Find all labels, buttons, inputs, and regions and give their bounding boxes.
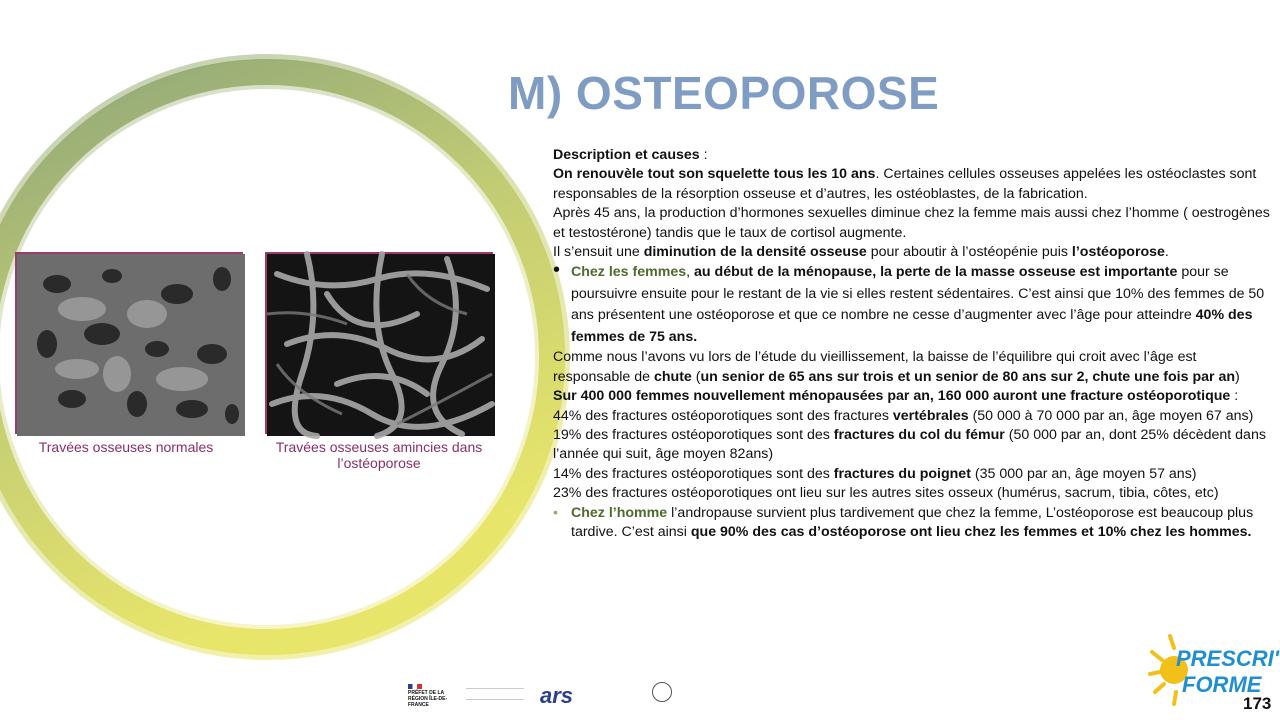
- bullet-dot-icon: •: [553, 259, 561, 282]
- prescriforme-line1: PRESCRI': [1176, 646, 1280, 671]
- normal-bone-caption: Travées osseuses normales: [38, 439, 214, 455]
- paragraph-hormones: Après 45 ans, la production d’hormones sexuelles diminue chez la femme mais aussi chez l’homme ( oestrogènes et testostérone) tandis que le taux de cortisol augmente.: [553, 205, 1270, 241]
- paragraph-density: Il s’ensuit une diminution de la densité osseuse pour aboutir à l’ostéopénie puis l’ostéoporose.: [553, 244, 1169, 261]
- osteoporotic-bone-caption: Travées osseuses amincies dans l’ostéoporose: [275, 439, 483, 471]
- body-text: [553, 146, 1275, 543]
- osteoporotic-bone-image: [265, 252, 493, 434]
- paragraph-falls: Comme nous l’avons vu lors de l’étude du vieillissement, la baisse de l’équilibre qui croit avec l’âge est responsable de chute (un senior de 65 ans sur trois et un senior de 80 ans sur 2, chute une fois par an): [553, 349, 1240, 385]
- paragraph-vertebral: 44% des fractures ostéoporotiques sont des fractures vertébrales (50 000 à 70 000 par an, âge moyen 67 ans): [553, 407, 1254, 424]
- page-number: 173: [1243, 694, 1272, 713]
- paragraph-femur: 19% des fractures ostéoporotiques sont des fractures du col du fémur (50 000 par an, dont 25% décèdent dans l’année qui suit, âge moyen 82ans): [553, 427, 1266, 463]
- bullet-women: • Chez les femmes, au début de la ménopause, la perte de la masse osseuse est importante pour se poursuivre ensuite pour le restant de la vie si elles restent sédentaires. C’est ainsi que 10% des femmes de 50 ans présentent une ostéoporose et que ce nombre ne cesse d’augmenter avec l’âge pour atteindre 40% des femmes de 75 ans.: [553, 259, 1265, 345]
- description-heading: Description et causes :: [553, 147, 708, 163]
- normal-bone-image: [15, 252, 243, 434]
- page-title: M) OSTEOPOROSE: [508, 67, 940, 119]
- paragraph-renewal: On renouvèle tout son squelette tous les 10 ans. Certaines cellules osseuses appelées les ostéoclastes sont responsables de la résorption osseuse et d’autres, les ostéoblastes, de la fabrication.: [553, 166, 1257, 202]
- paragraph-other-sites: 23% des fractures ostéoporotiques ont lieu sur les autres sites osseux (humérus, sacrum, tibia, côtes, etc): [553, 485, 1219, 502]
- partner-logos: [400, 680, 700, 720]
- bullet-dot-icon: •: [553, 504, 558, 521]
- direction-regionale-text: [466, 688, 524, 700]
- seal-logo: [652, 682, 672, 702]
- paragraph-fractures-heading: Sur 400 000 femmes nouvellement ménopausées par an, 160 000 auront une fracture ostéoporotique :: [553, 388, 1239, 405]
- bullet-men: • Chez l’homme l’andropause survient plus tardivement que chez la femme, L’ostéoporose est beaucoup plus tardive. C’est ainsi que 90% des cas d’ostéoporose ont lieu chez les femmes et 10% chez les hommes.: [553, 504, 1254, 541]
- paragraph-wrist: 14% des fractures ostéoporotiques sont des fractures du poignet (35 000 par an, âge moyen 57 ans): [553, 465, 1197, 482]
- ars-logo: ars: [540, 683, 574, 708]
- prescriforme-line2: FORME: [1182, 672, 1262, 697]
- prefet-logo: PRÉFET DE LA RÉGION ÎLE-DE-FRANCE: [408, 684, 458, 708]
